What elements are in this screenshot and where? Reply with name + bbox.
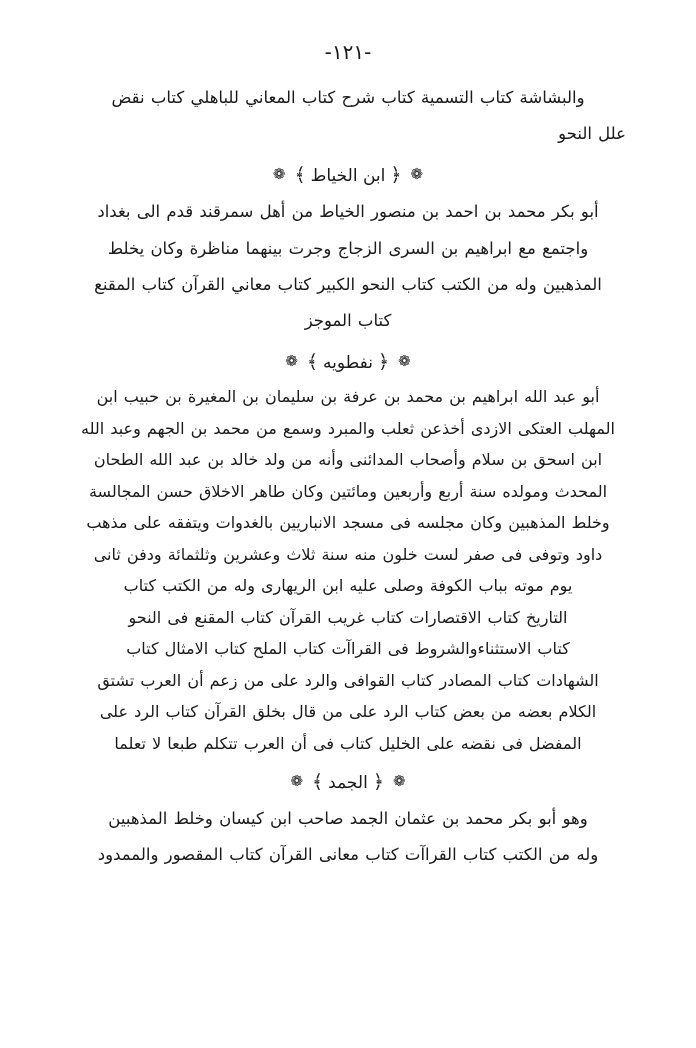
paragraph-line: المهلب العتكى الازدى أخذعن ثعلب والمبرد وسمع من محمد بن الجهم وعبد الله <box>81 418 615 438</box>
paragraph-line: أبو بكر محمد بن احمد بن منصور الخياط من أهل سمرقند قدم الى بغداد <box>97 202 599 222</box>
flower-ornament-icon: ❁ <box>285 352 298 371</box>
paragraph-line: الكلام بعضه من بعض كتاب الرد على من قال بخلق القرآن كتاب الرد على <box>99 702 597 722</box>
paragraph-line: المذهبين وله من الكتب كتاب النحو الكبير كتاب معاني القرآن كتاب المقنع <box>94 274 602 294</box>
flower-ornament-icon: ❁ <box>410 165 424 184</box>
paragraph-line: وهو أبو بكر محمد بن عثمان الجمد صاحب ابن كيسان وخلط المذهبين <box>108 809 588 829</box>
paragraph-line: وخلط المذهبين وكان مجلسه فى مسجد الانباريين بالغدوات ويتفقه على مذهب <box>86 513 610 533</box>
close-brace: ﴾ <box>312 771 324 794</box>
paragraph-line: كتاب الموجز <box>304 310 392 330</box>
flower-ornament-icon: ❁ <box>392 772 406 791</box>
section-body-ibn-alkhayyat <box>70 196 626 337</box>
paragraph-line: داود وتوفى فى صفر لست خلون منه سنة ثلاث وعشرين وثلثمائة ودفن ثانى <box>93 544 603 564</box>
flower-ornament-icon: ❁ <box>272 165 286 184</box>
paragraph-line: علل النحو <box>558 124 626 144</box>
heading-title: نفطويه <box>323 353 373 374</box>
close-brace: ﴾ <box>306 351 319 374</box>
close-brace: ﴾ <box>294 164 306 187</box>
paragraph-line: واجتمع مع ابراهيم بن السرى الزجاج وجرت بينهما مناظرة وكان يخلط <box>107 238 589 258</box>
paragraph-line: يوم موته بباب الكوفة وصلى عليه ابن الريهارى وله من الكتب كتاب <box>123 576 573 596</box>
paragraph-line: التاريخ كتاب الاقتصارات كتاب غريب القرآن كتاب المقنع فى النحو <box>128 607 568 627</box>
section-intro <box>70 82 626 150</box>
section-heading-niftawayh <box>70 351 626 373</box>
paragraph-line: والبشاشة كتاب التسمية كتاب شرح كتاب المعاني للباهلي كتاب نقض <box>111 88 585 107</box>
paragraph-line: وله من الكتب كتاب القراآت كتاب معانى القرآن كتاب المقصور والممدود <box>97 845 599 865</box>
section-body-niftawayh <box>70 383 626 757</box>
flower-ornament-icon: ❁ <box>398 352 411 371</box>
paragraph-line: ابن اسحق بن سلام وأصحاب المدائنى وأنه من ولد خالد بن عبد الله الطحان <box>93 450 603 470</box>
open-brace: ﴿ <box>390 164 402 187</box>
paragraph-line: المفضل فى نقضه على الخليل كتاب فى أن العرب تتكلم طبعا لا تعلما <box>114 733 582 753</box>
paragraph-line: الشهادات كتاب المصادر كتاب القوافى والرد على من زعم أن العرب تشتق <box>97 670 599 690</box>
paragraph-line: أبو عبد الله ابراهيم بن محمد بن عرفة بن سليمان بن المغيرة بن حبيب ابن <box>96 387 600 407</box>
heading-title: ابن الخياط <box>310 166 386 187</box>
section-heading-ibn-alkhayyat <box>70 164 626 186</box>
open-brace: ﴿ <box>377 351 390 374</box>
page-number: -١٢١- <box>324 40 372 64</box>
paragraph-line: المحدث ومولده سنة أربع وأربعين ومائتين وكان طاهر الاخلاق حسن المجالسة <box>88 481 608 501</box>
section-body-aljamad <box>70 803 626 871</box>
section-heading-aljamad <box>70 771 626 793</box>
paragraph-line: كتاب الاستثناءوالشروط فى القراآت كتاب الملح كتاب الامثال كتاب <box>126 639 570 659</box>
open-brace: ﴿ <box>372 771 384 794</box>
heading-title: الجمد <box>328 773 368 794</box>
flower-ornament-icon: ❁ <box>290 772 304 791</box>
